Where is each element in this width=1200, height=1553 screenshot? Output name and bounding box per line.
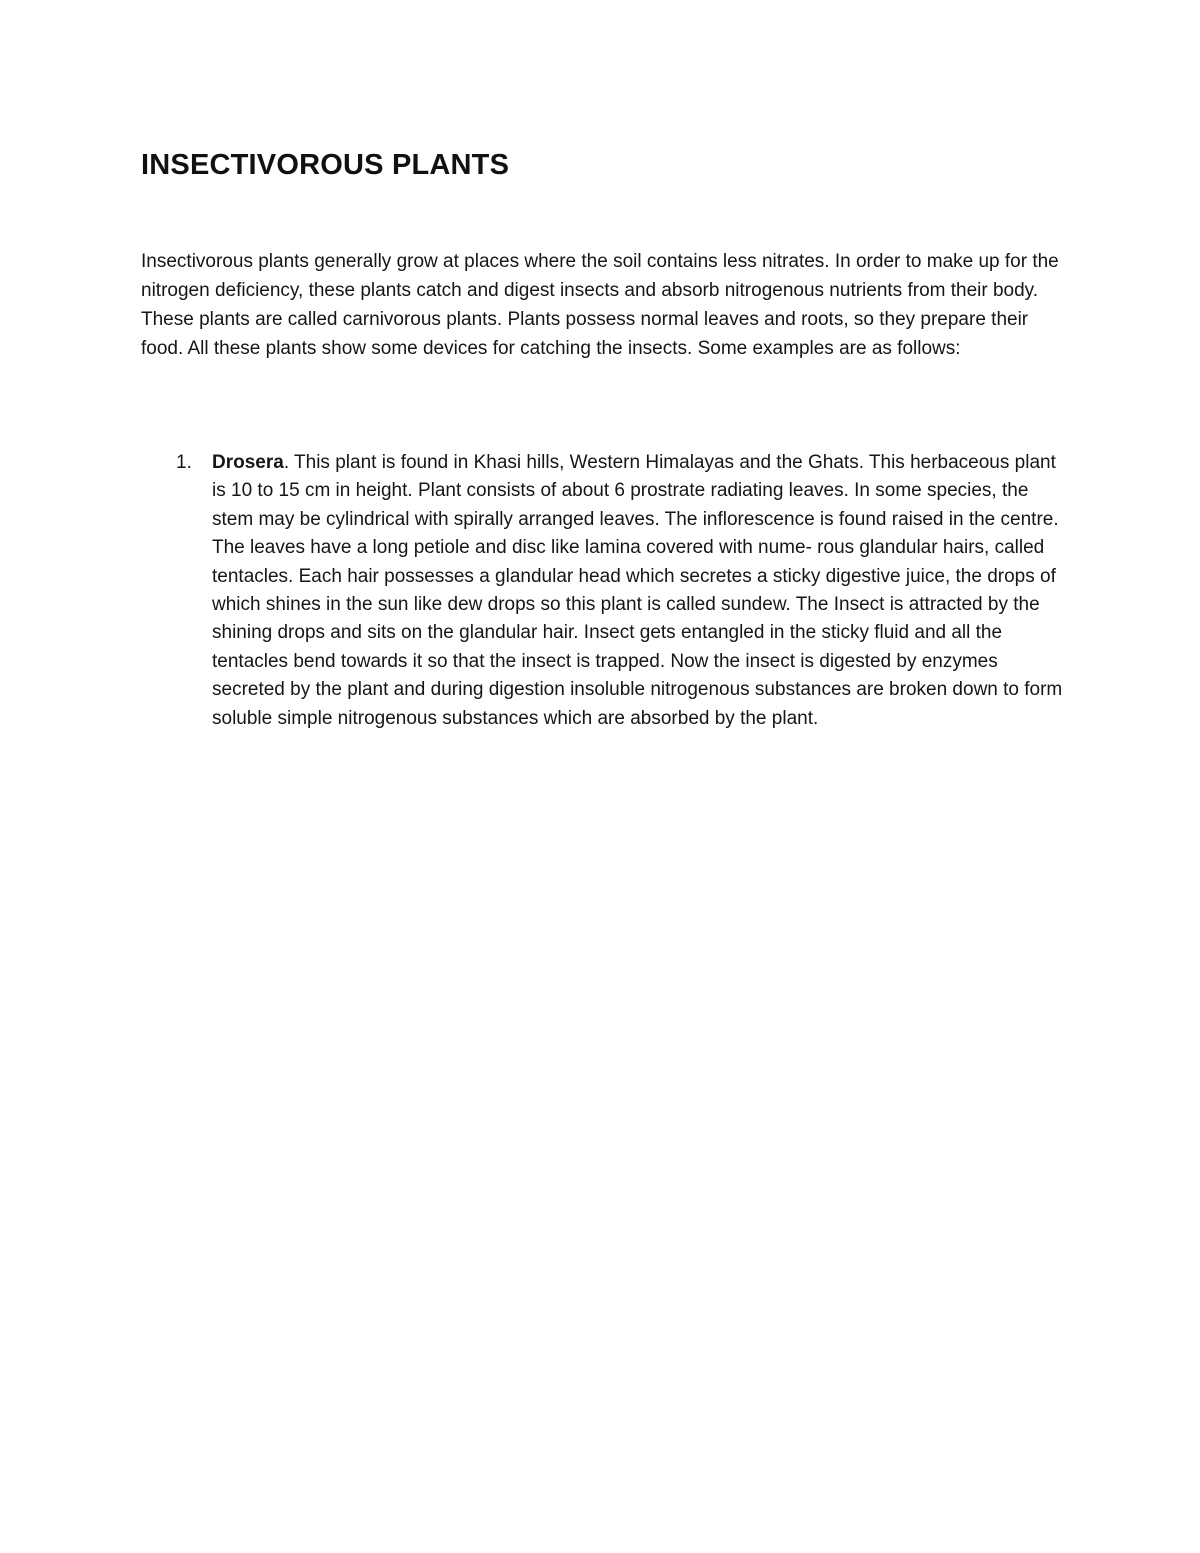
page-title: INSECTIVOROUS PLANTS xyxy=(141,149,510,181)
list-item xyxy=(141,449,1066,733)
intro-paragraph: Insectivorous plants generally grow at places where the soil contains less nitrates. In order to make up for the nitrogen deficiency, these plants catch and digest insects and absorb nitrogenous nutrients from their body. These plants are called carnivorous plants. Plants possess normal leaves and roots, so they prepare their food. All these plants show some devices for catching the insects. Some examples are as follows: xyxy=(141,251,1059,359)
list-item-term: Drosera xyxy=(212,452,284,473)
examples-list xyxy=(141,449,1066,733)
list-item-number: 1. xyxy=(176,452,192,473)
list-item-text: . This plant is found in Khasi hills, Western Himalayas and the Ghats. This herbaceous plant is 10 to 15 cm in height. Plant consists of about 6 prostrate radiating leaves. In some species, the stem may be cylindrical with spirally arranged leaves. The inflorescence is found raised in the centre. The leaves have a long petiole and disc like lamina covered with nume- rous glandular hairs, called tentacles. Each hair possesses a glandular head which secretes a sticky digestive juice, the drops of which shines in the sun like dew drops so this plant is called sundew. The Insect is attracted by the shining drops and sits on the glandular hair. Insect gets entangled in the sticky fluid and all the tentacles bend towards it so that the insect is trapped. Now the insect is digested by enzymes secreted by the plant and during digestion insoluble nitrogenous substances are broken down to form soluble simple nitrogenous substances which are absorbed by the plant. xyxy=(212,452,1063,729)
